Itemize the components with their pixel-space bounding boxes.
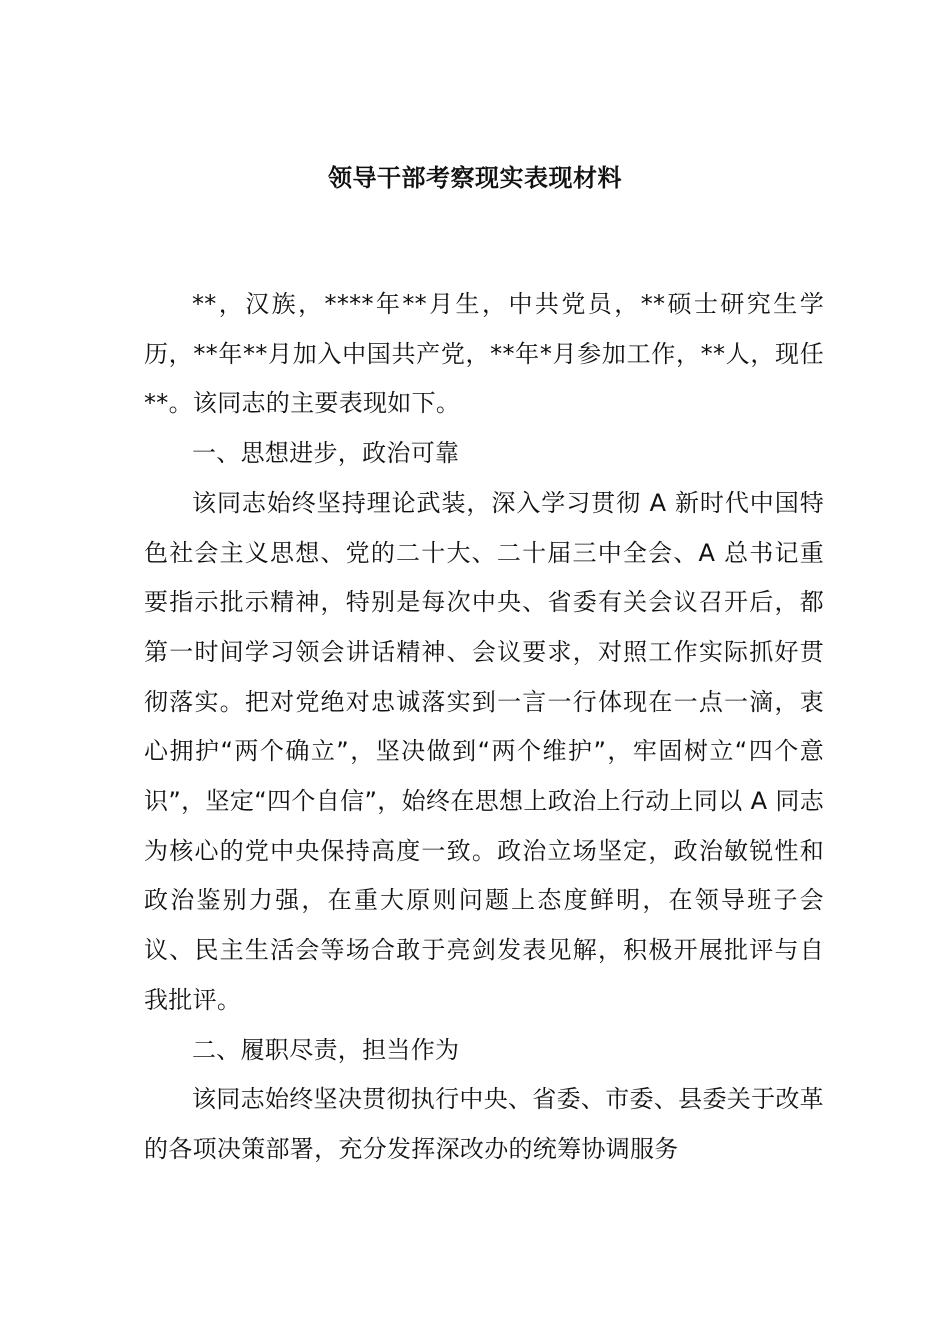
section-2-paragraph: 该同志始终坚决贯彻执行中央、省委、市委、县委关于改革的各项决策部署，充分发挥深改办的统筹协调服务 xyxy=(144,1085,824,1163)
document-title: 领导干部考察现实表现材料 xyxy=(328,164,622,192)
section-1-paragraph: 该同志始终坚持理论武装，深入学习贯彻 A 新时代中国特色社会主义思想、党的二十大、二十届三中全会、A 总书记重要指示批示精神，特别是每次中央、省委有关会议召开后，都第一时间学习领会讲话精神、会议要求，对照工作实际抓好贯彻落实。把对党绝对忠诚落实到一言一行体现在一点一滴，衷心拥护“两个确立”，坚决做到“两个维护”，牢固树立“四个意识”，坚定“四个自信”，始终在思想上政治上行动上同以 A 同志为核心的党中央保持高度一致。政治立场坚定，政治敏锐性和政治鉴别力强，在重大原则问题上态度鲜明，在领导班子会议、民主生活会等场合敢于亮剑发表见解，积极开展批评与自我批评。 xyxy=(144,488,824,1014)
document-body xyxy=(144,280,824,1175)
section-heading-2: 二、履职尽责，担当作为 xyxy=(192,1035,460,1064)
section-heading-1: 一、思想进步，政治可靠 xyxy=(192,439,460,468)
intro-paragraph: **，汉族，****年**月生，中共党员，**硕士研究生学历，**年**月加入中国共产党，**年*月参加工作，**人，现任**。该同志的主要表现如下。 xyxy=(144,290,824,418)
